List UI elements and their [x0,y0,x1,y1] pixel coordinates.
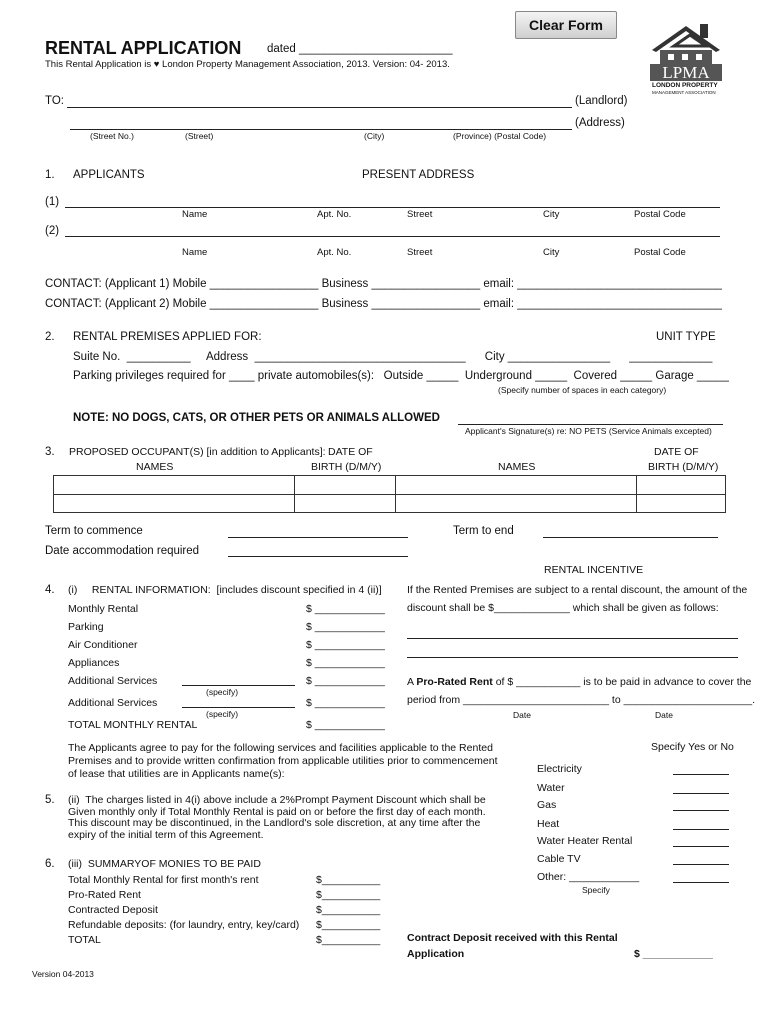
street-label: (Street) [185,131,214,141]
parking-line[interactable]: Parking privileges required for ____ private automobiles(s): Outside _____ Underground _____ Covered _____ Garage _____ [73,370,729,382]
term-end-field[interactable] [543,537,718,538]
occupants-birth-left: BIRTH (D/M/Y) [311,461,382,473]
address-label: (Address) [575,117,625,129]
utility-other[interactable]: Other: ____________ [537,871,640,883]
section-2-number: 2. [45,331,55,343]
rental-info-heading: (i) RENTAL INFORMATION: [includes discount specified in 4 (ii)] [68,584,382,596]
deposit-received-label-1: Contract Deposit received with this Rental [407,932,618,944]
no-pets-note: NOTE: NO DOGS, CATS, OR OTHER PETS OR ANIMALS ALLOWED [73,412,440,424]
specify-yes-no-heading: Specify Yes or No [651,741,734,753]
contact-applicant-1[interactable]: CONTACT: (Applicant 1) Mobile _________________ Business _________________ email: ________________________________ [45,278,722,290]
incentive-detail-field-2[interactable] [407,657,738,658]
present-address-heading: PRESENT ADDRESS [362,169,475,181]
premises-heading: RENTAL PREMISES APPLIED FOR: [73,331,262,343]
term-commence-label: Term to commence [45,525,143,537]
occupants-heading: PROPOSED OCCUPANT(S) [in addition to Applicants]: [69,446,326,458]
col-postal-2: Postal Code [634,247,686,258]
col-city: City [543,209,560,220]
applicants-heading: APPLICANTS [73,169,145,181]
clear-form-button[interactable]: Clear Form [515,11,617,39]
amount-additional-2[interactable]: $ ____________ [306,697,385,709]
rental-row-parking: Parking [68,621,104,633]
logo-line-1: LONDON PROPERTY [652,82,718,89]
rental-row-total: TOTAL MONTHLY RENTAL [68,719,198,731]
summary-amount-refundable[interactable]: $__________ [316,919,381,931]
street-no-label: (Street No.) [90,131,134,141]
other-specify-label: Specify [582,885,610,895]
amount-appliances[interactable]: $ ____________ [306,657,385,669]
pets-signature-field[interactable] [458,424,723,425]
amount-total[interactable]: $ ____________ [306,719,385,731]
province-postal-label: (Province) (Postal Code) [453,131,547,141]
form-title: RENTAL APPLICATION [45,38,242,58]
section-4-number: 4. [45,584,55,596]
date-required-label: Date accommodation required [45,545,200,557]
incentive-line-1: If the Rented Premises are subject to a rental discount, the amount of the [407,584,748,596]
summary-row-prorated: Pro-Rated Rent [68,889,141,901]
applicant-2-field[interactable] [65,236,720,237]
occupants-birth-right: BIRTH (D/M/Y) [648,461,719,473]
occupant-name-cell[interactable] [54,476,295,495]
amount-monthly[interactable]: $ ____________ [306,603,385,615]
occupant-dob-cell[interactable] [295,476,396,495]
dated-field[interactable]: dated ________________________ [267,43,453,55]
applicant-2-label: (2) [45,225,60,237]
additional-service-2-field[interactable] [182,707,295,708]
applicant-1-field[interactable] [65,207,720,208]
utility-water-field[interactable] [673,793,729,794]
prorated-prefix: A [407,676,417,688]
landlord-label: (Landlord) [575,95,628,107]
summary-row-refundable: Refundable deposits: (for laundry, entry, key/card) [68,919,300,931]
utility-electricity-field[interactable] [673,774,729,775]
summary-row-total: TOTAL [68,934,101,946]
summary-heading: (iii) SUMMARYOF MONIES TO BE PAID [68,858,261,870]
specify-label-2: (specify) [206,709,239,719]
section-3-number: 3. [45,446,55,458]
col-street-2: Street [407,247,433,258]
date-label-from: Date [513,710,531,720]
landlord-field[interactable] [67,107,572,108]
term-commence-field[interactable] [228,537,408,538]
occupants-names-right: NAMES [498,461,536,473]
rental-row-appliances: Appliances [68,657,120,669]
table-row [54,476,726,495]
summary-row-first-month: Total Monthly Rental for first month's rent [68,874,259,886]
rental-row-additional-2: Additional Services [68,697,158,709]
to-label: TO: [45,95,64,107]
occupants-date-of-right: DATE OF [654,446,699,458]
occupant-name-cell[interactable] [396,476,637,495]
utility-heat: Heat [537,818,560,830]
form-subtitle: This Rental Application is ♥ London Property Management Association, 2013. Version: 04- 2013. [45,59,450,70]
specify-label-1: (specify) [206,687,239,697]
logo-line-2: MANAGEMENT ASSOCIATION [652,90,716,95]
version-footer: Version 04-2013 [32,969,94,979]
occupant-dob-cell[interactable] [295,494,396,513]
occupants-names-left: NAMES [136,461,174,473]
pets-signature-label: Applicant's Signature(s) re: NO PETS (Service Animals excepted) [465,426,712,436]
lpma-logo [646,20,726,98]
address-field[interactable] [70,129,572,130]
section-1-number: 1. [45,169,55,181]
unit-type-heading: UNIT TYPE [656,331,716,343]
incentive-detail-field-1[interactable] [407,638,738,639]
col-street: Street [407,209,433,220]
amount-parking[interactable]: $ ____________ [306,621,385,633]
date-required-field[interactable] [228,556,408,557]
utility-cable-field[interactable] [673,864,729,865]
term-end-label: Term to end [453,525,514,537]
col-apt: Apt. No. [317,209,352,220]
house-logo-icon [646,20,726,66]
utility-gas-field[interactable] [673,810,729,811]
suite-address-line[interactable]: Suite No. __________ Address _________________________________ City ________________ _____________ [73,351,713,363]
deposit-received-amount[interactable]: $ ____________ [634,948,713,960]
summary-amount-prorated[interactable]: $__________ [316,889,381,901]
rental-incentive-heading: RENTAL INCENTIVE [544,564,644,576]
prorated-period[interactable]: period from _________________________ to ______________________. [407,694,755,706]
prorated-suffix: of $ ___________ is to be paid in advance to cover the [492,676,752,688]
logo-lettering: LPMA [650,64,722,81]
utility-water-heater-field[interactable] [673,846,729,847]
utility-other-field[interactable] [673,882,729,883]
utility-water: Water [537,782,565,794]
specify-spaces-note: (Specify number of spaces in each category) [498,385,667,395]
rental-row-ac: Air Conditioner [68,639,138,651]
prorated-rent-label: Pro-Rated Rent [416,676,493,688]
occupants-table [53,475,726,513]
section-5-number: 5. [45,794,55,806]
col-name: Name [182,209,208,220]
utility-gas: Gas [537,799,557,811]
amount-ac[interactable]: $ ____________ [306,639,385,651]
amount-additional-1[interactable]: $ ____________ [306,675,385,687]
utility-heat-field[interactable] [673,829,729,830]
occupant-name-cell[interactable] [396,494,637,513]
occupant-dob-cell[interactable] [637,476,726,495]
table-row [54,494,726,513]
additional-service-1-field[interactable] [182,685,295,686]
utility-cable: Cable TV [537,853,581,865]
summary-amount-deposit[interactable]: $__________ [316,904,381,916]
col-postal: Postal Code [634,209,686,220]
summary-amount-total[interactable]: $__________ [316,934,381,946]
utility-electricity: Electricity [537,763,582,775]
utilities-intro: The Applicants agree to pay for the following services and facilities applicable to the Rented Premises and to provide written confirmation from applicable utilities prior to commencement of lease that utilities are in Applicants name(s): [68,742,498,780]
summary-row-deposit: Contracted Deposit [68,904,158,916]
occupant-name-cell[interactable] [54,494,295,513]
applicant-1-label: (1) [45,196,60,208]
col-name-2: Name [182,247,208,258]
col-apt-2: Apt. No. [317,247,352,258]
deposit-received-label-2: Application [407,948,465,960]
summary-amount-first-month[interactable]: $__________ [316,874,381,886]
occupants-date-of: DATE OF [328,446,373,458]
prorated-line[interactable] [407,677,751,688]
rental-row-monthly: Monthly Rental [68,603,139,615]
rental-row-additional-1: Additional Services [68,675,158,687]
utility-water-heater: Water Heater Rental [537,835,633,847]
date-label-to: Date [655,710,673,720]
col-city-2: City [543,247,560,258]
incentive-line-2[interactable]: discount shall be $_____________ which shall be given as follows: [407,602,719,614]
section-6-number: 6. [45,858,55,870]
city-label: (City) [364,131,385,141]
discount-text: (ii) The charges listed in 4(i) above include a 2%Prompt Payment Discount which shall be Given monthly only if Total Monthly Rental is paid on or before the first day of each month. This discount may be discontinued, in the Landlord's sole discretion, at any time after the expiry of the initial term of this Agreement. [68,794,486,841]
occupant-dob-cell[interactable] [637,494,726,513]
contact-applicant-2[interactable]: CONTACT: (Applicant 2) Mobile _________________ Business _________________ email: ________________________________ [45,298,722,310]
